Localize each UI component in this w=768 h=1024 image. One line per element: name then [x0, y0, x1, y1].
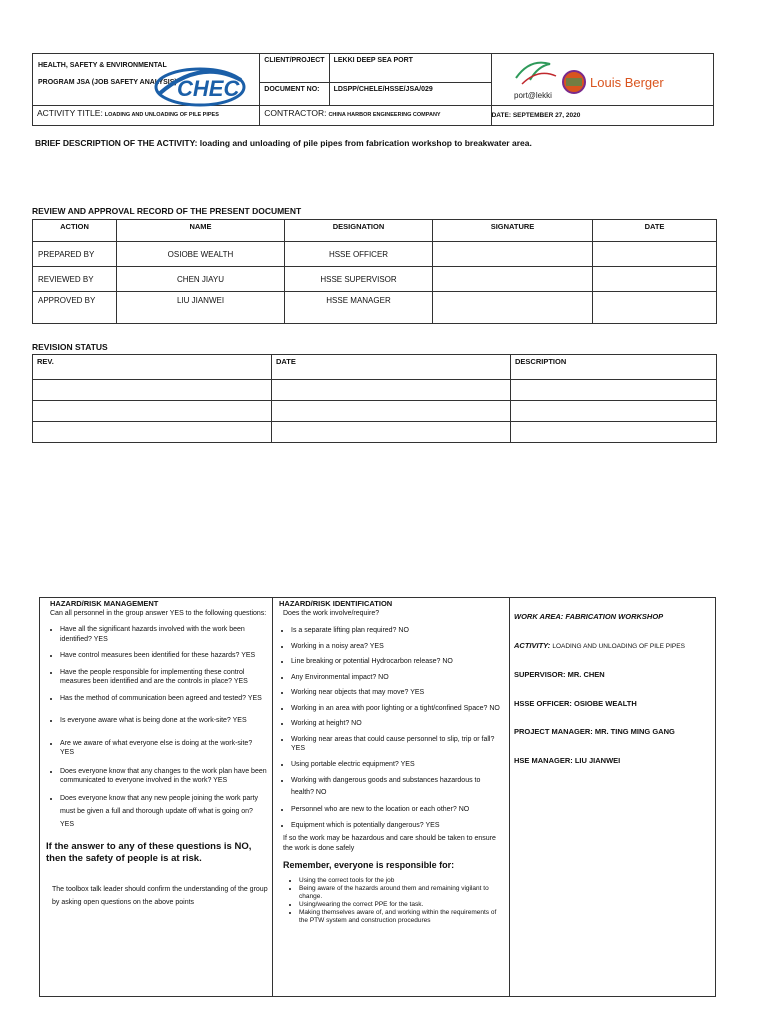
list-item: • Have all the significant hazards involved with the work been identified? YES: [60, 625, 268, 644]
chec-logo-text: CHEC: [177, 76, 240, 101]
list-item: • Is everyone aware what is being done at the work-site? YES: [60, 716, 268, 726]
hazard-identification-intro: Does the work involve/require?: [283, 609, 380, 617]
list-item: • Line breaking or potential Hydrocarbon release? NO: [291, 657, 505, 667]
list-item: • Being aware of the hazards around them and remaining vigilant to change.: [299, 885, 505, 901]
header-action: ACTION: [33, 220, 117, 242]
hazard-note: If so the work may be hazardous and care should be taken to ensure the work is done safely: [283, 835, 496, 852]
list-item: • Does everyone know that any changes to the work plan have been communicated to everyone involved in the work? YES: [60, 767, 268, 786]
row-signature: [433, 292, 593, 324]
row-date: [593, 292, 717, 324]
hazard-identification-list: [279, 626, 505, 830]
row-name: OSIOBE WEALTH: [117, 242, 285, 267]
hazard-identification-column: [273, 598, 510, 997]
row-action: APPROVED BY: [33, 292, 117, 324]
table-row: [33, 380, 717, 401]
list-item: • Working in a noisy area? YES: [291, 642, 505, 652]
list-item: • Does everyone know that any new people joining the work party must be given a full and thorough update off what is going on? YES: [60, 792, 268, 831]
row-date: [593, 267, 717, 292]
partner-logos-cell: [491, 54, 713, 106]
responsibility-list: [279, 877, 505, 925]
list-item: • Using portable electric equipment? YES: [291, 760, 505, 770]
header-title-line1: HEALTH, SAFETY & ENVIRONMENTAL: [38, 62, 167, 69]
list-item: • Has the method of communication been agreed and tested? YES: [60, 694, 268, 704]
port-lekki-text: port@lekki: [513, 91, 552, 100]
hazard-management-list: [44, 625, 268, 831]
header-date: DATE: [593, 220, 717, 242]
date-value: SEPTEMBER 27, 2020: [512, 112, 581, 120]
header-rev: REV.: [33, 355, 272, 380]
row-signature: [433, 267, 593, 292]
date-cell: [491, 106, 713, 126]
list-item: • Is a separate lifting plan required? NO: [291, 626, 505, 636]
document-no-value: LDSPP/CHELE/HSSE/JSA/029: [333, 86, 433, 93]
row-designation: HSSE SUPERVISOR: [285, 267, 433, 292]
list-item: • Working with dangerous goods and substances hazardous to health? NO: [291, 775, 505, 799]
row-designation: HSSE MANAGER: [285, 292, 433, 324]
revision-status-table: [32, 354, 717, 443]
hazard-management-title: HAZARD/RISK MANAGEMENT: [50, 599, 159, 608]
work-activity-value: LOADING AND UNLOADING OF PILE PIPES: [552, 642, 685, 650]
list-item: • Any Environmental impact? NO: [291, 673, 505, 683]
work-supervisor: SUPERVISOR: MR. CHEN: [514, 670, 605, 679]
work-activity: [514, 641, 715, 652]
brief-description: BRIEF DESCRIPTION OF THE ACTIVITY: loading and unloading of pile pipes from fabrication workshop to breakwater area.: [35, 138, 532, 148]
list-item: • Working near objects that may move? YES: [291, 688, 505, 698]
work-details-column: [510, 598, 716, 997]
list-item: • Making themselves aware of, and working within the requirements of the PTW system and construction procedures: [299, 909, 505, 925]
client-value: LEKKI DEEP SEA PORT: [330, 54, 491, 83]
list-item: • Have control measures been identified for these hazards? YES: [60, 651, 268, 661]
work-project-manager: PROJECT MANAGER: MR. TING MING GANG: [514, 727, 675, 736]
header-name: NAME: [117, 220, 285, 242]
row-action: REVIEWED BY: [33, 267, 117, 292]
hazard-identification-title: HAZARD/RISK IDENTIFICATION: [279, 599, 393, 608]
list-item: • Have the people responsible for implementing these control measures been identified and are the controls in place? YES: [60, 668, 268, 687]
contractor-value: CHINA HARBOR ENGINEERING COMPANY: [328, 112, 441, 119]
hazard-warning: If the answer to any of these questions is NO, then the safety of people is at risk.: [46, 840, 252, 864]
table-header-row: [33, 220, 717, 242]
port-lekki-logo: [512, 56, 562, 102]
list-item: • Working in an area with poor lighting or a tight/confined Space? NO: [291, 704, 505, 714]
louis-berger-logo: [560, 62, 670, 102]
row-name: LIU JIANWEI: [117, 292, 285, 324]
work-hsse-officer: HSSE OFFICER: OSIOBE WEALTH: [514, 698, 637, 708]
date-label: DATE:: [491, 112, 511, 120]
list-item: • Personnel who are new to the location or each other? NO: [291, 805, 505, 815]
activity-title-label: ACTIVITY TITLE:: [37, 108, 103, 119]
table-row: [33, 242, 717, 267]
louis-berger-text: Louis Berger: [589, 75, 664, 90]
client-label: CLIENT/PROJECT: [260, 54, 328, 83]
list-item: • Using the correct tools for the job: [299, 877, 505, 885]
work-area: WORK AREA: FABRICATION WORKSHOP: [514, 612, 664, 621]
header-signature: SIGNATURE: [433, 220, 593, 242]
table-header-row: [33, 355, 717, 380]
activity-title-value: LOADING AND UNLOADING OF PILE PIPES: [104, 112, 219, 119]
row-designation: HSSE OFFICER: [285, 242, 433, 267]
header-description: DESCRIPTION: [511, 355, 717, 380]
list-item: • Equipment which is potentially dangerous? YES: [291, 821, 505, 831]
list-item: • Using/wearing the correct PPE for the task.: [299, 901, 505, 909]
review-approval-table: [32, 219, 717, 324]
revision-section-title: REVISION STATUS: [32, 342, 108, 352]
review-section-title: REVIEW AND APPROVAL RECORD OF THE PRESENT DOCUMENT: [32, 206, 302, 216]
document-header: [32, 53, 714, 126]
list-item: • Working near areas that could cause personnel to slip, trip or fall? YES: [291, 735, 505, 754]
list-item: • Working at height? NO: [291, 719, 505, 729]
row-name: CHEN JIAYU: [117, 267, 285, 292]
hazard-management-column: [40, 598, 273, 997]
table-row: [33, 267, 717, 292]
hazard-management-intro: Can all personnel in the group answer YES to the following questions:: [50, 609, 267, 617]
hazard-section: [39, 597, 716, 997]
table-row: [33, 292, 717, 324]
chec-logo: [151, 64, 249, 110]
document-no-label: DOCUMENT NO:: [264, 86, 320, 93]
header-date: DATE: [272, 355, 511, 380]
remember-heading: Remember, everyone is responsible for:: [283, 860, 455, 870]
table-row: [33, 422, 717, 443]
header-designation: DESIGNATION: [285, 220, 433, 242]
contractor-label: CONTRACTOR:: [264, 108, 327, 119]
row-action: PREPARED BY: [33, 242, 117, 267]
work-hse-manager: HSE MANAGER: LIU JIANWEI: [514, 755, 621, 765]
row-signature: [433, 242, 593, 267]
list-item: • Are we aware of what everyone else is doing at the work-site? YES: [60, 739, 268, 758]
table-row: [33, 401, 717, 422]
header-title-line2: PROGRAM JSA (JOB SAFETY ANALYSIS): [38, 79, 177, 86]
header-title-cell: [33, 54, 260, 106]
toolbox-note: The toolbox talk leader should confirm the understanding of the group by asking open questions on the above points: [52, 885, 268, 906]
contractor-cell: [260, 106, 491, 126]
row-date: [593, 242, 717, 267]
work-activity-label: ACTIVITY:: [514, 640, 551, 650]
